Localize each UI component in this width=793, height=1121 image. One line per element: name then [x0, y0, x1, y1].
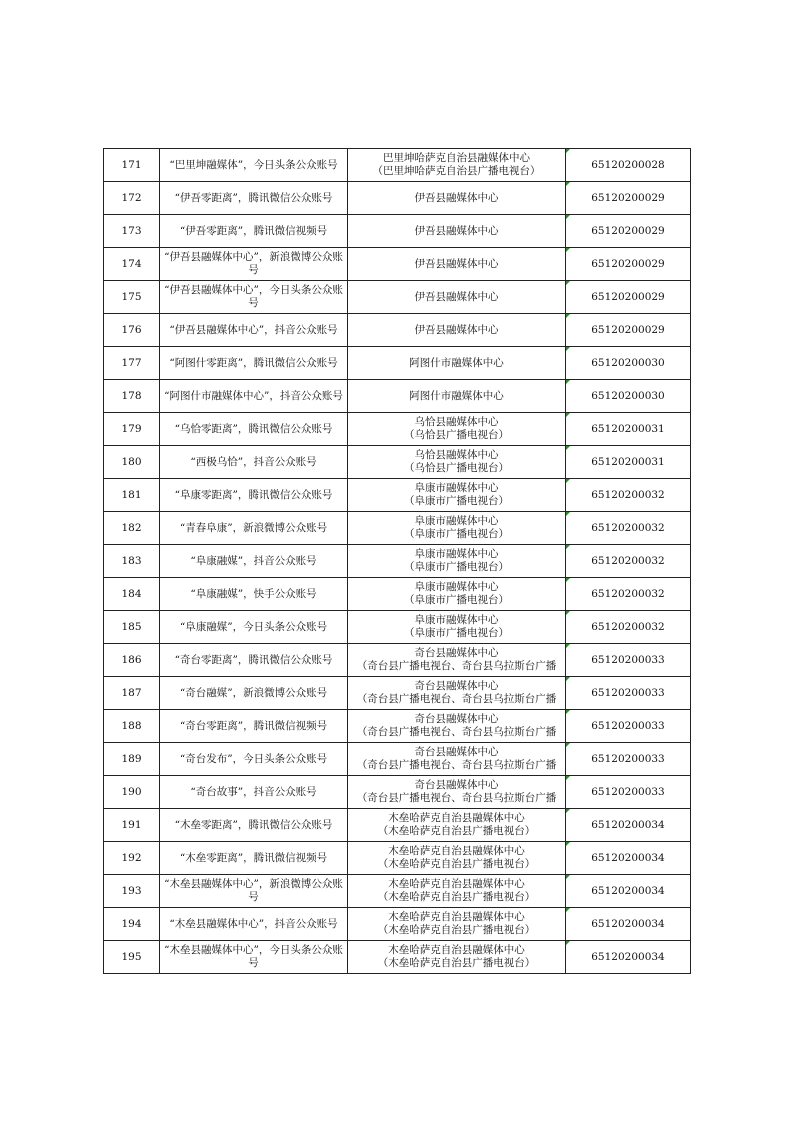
table-row [104, 182, 691, 215]
operating-organization [348, 281, 566, 314]
row-number: 186 [104, 644, 160, 677]
organization-name: 木垒哈萨克自治县融媒体中心 [388, 944, 525, 956]
account-name: “巴里坤融媒体”，今日头条公众账号 [160, 149, 348, 182]
operating-organization [348, 710, 566, 743]
operating-organization [348, 545, 566, 578]
row-number: 192 [104, 842, 160, 875]
table-row [104, 314, 691, 347]
account-name: “青春阜康”，新浪微博公众账号 [160, 512, 348, 545]
organization-name: 阜康市融媒体中心 [414, 581, 499, 593]
row-number: 176 [104, 314, 160, 347]
row-number: 172 [104, 182, 160, 215]
table-row [104, 908, 691, 941]
license-code: 65120200029 [566, 215, 691, 248]
organization-name: 奇台县融媒体中心 [414, 779, 499, 791]
organization-alias: （乌恰县广播电视台） [404, 429, 509, 441]
license-code: 65120200031 [566, 413, 691, 446]
organization-alias: （木垒哈萨克自治县广播电视台） [377, 957, 536, 969]
table-body [104, 149, 691, 974]
license-code: 65120200029 [566, 281, 691, 314]
row-number: 184 [104, 578, 160, 611]
row-number: 179 [104, 413, 160, 446]
table-row [104, 842, 691, 875]
row-number: 195 [104, 941, 160, 974]
table-row [104, 611, 691, 644]
organization-alias: （乌恰县广播电视台） [404, 462, 509, 474]
license-code: 65120200029 [566, 182, 691, 215]
table-row [104, 677, 691, 710]
account-name: “伊吾零距离”，腾讯微信公众账号 [160, 182, 348, 215]
account-name: “阜康零距离”，腾讯微信公众账号 [160, 479, 348, 512]
table-row [104, 875, 691, 908]
license-code: 65120200034 [566, 809, 691, 842]
organization-name: 阜康市融媒体中心 [414, 614, 499, 626]
organization-name: 奇台县融媒体中心 [414, 746, 499, 758]
organization-name: 奇台县融媒体中心 [414, 680, 499, 692]
organization-alias: （奇台县广播电视台、奇台县乌拉斯台广播 [356, 660, 557, 672]
table-row [104, 710, 691, 743]
account-name: “木垒零距离”，腾讯微信视频号 [160, 842, 348, 875]
row-number: 187 [104, 677, 160, 710]
row-number: 183 [104, 545, 160, 578]
row-number: 182 [104, 512, 160, 545]
account-name: “西极乌恰”，抖音公众账号 [160, 446, 348, 479]
row-number: 181 [104, 479, 160, 512]
operating-organization [348, 842, 566, 875]
organization-alias: （阜康市广播电视台） [404, 594, 509, 606]
table-row [104, 776, 691, 809]
organization-name: 阜康市融媒体中心 [414, 515, 499, 527]
organization-name: 伊吾县融媒体中心 [414, 257, 499, 270]
operating-organization [348, 875, 566, 908]
operating-organization [348, 149, 566, 182]
license-code: 65120200034 [566, 908, 691, 941]
table-row [104, 413, 691, 446]
organization-name: 木垒哈萨克自治县融媒体中心 [388, 812, 525, 824]
account-name: “阿图什零距离”，腾讯微信公众账号 [160, 347, 348, 380]
organization-name: 木垒哈萨克自治县融媒体中心 [388, 845, 525, 857]
table-row [104, 545, 691, 578]
operating-organization [348, 479, 566, 512]
account-name: “木垒县融媒体中心”，新浪微博公众账号 [160, 875, 348, 908]
table-row [104, 743, 691, 776]
account-name: “伊吾县融媒体中心”，新浪微博公众账号 [160, 248, 348, 281]
organization-name: 伊吾县融媒体中心 [414, 224, 499, 237]
license-code: 65120200034 [566, 941, 691, 974]
row-number: 191 [104, 809, 160, 842]
account-name: “奇台故事”，抖音公众账号 [160, 776, 348, 809]
operating-organization [348, 446, 566, 479]
organization-alias: （木垒哈萨克自治县广播电视台） [377, 924, 536, 936]
account-name: “木垒县融媒体中心”，今日头条公众账号 [160, 941, 348, 974]
row-number: 173 [104, 215, 160, 248]
operating-organization [348, 611, 566, 644]
row-number: 177 [104, 347, 160, 380]
table-row [104, 380, 691, 413]
license-code: 65120200028 [566, 149, 691, 182]
operating-organization [348, 809, 566, 842]
operating-organization [348, 941, 566, 974]
operating-organization [348, 908, 566, 941]
organization-alias: （阜康市广播电视台） [404, 627, 509, 639]
account-name: “奇台零距离”，腾讯微信视频号 [160, 710, 348, 743]
organization-alias: （巴里坤哈萨克自治县广播电视台） [372, 165, 541, 177]
account-name: “阜康融媒”，今日头条公众账号 [160, 611, 348, 644]
license-code: 65120200030 [566, 380, 691, 413]
registry-table [103, 148, 691, 974]
organization-name: 乌恰县融媒体中心 [414, 416, 499, 428]
organization-alias: （木垒哈萨克自治县广播电视台） [377, 891, 536, 903]
row-number: 189 [104, 743, 160, 776]
organization-alias: （奇台县广播电视台、奇台县乌拉斯台广播 [356, 792, 557, 804]
operating-organization [348, 512, 566, 545]
operating-organization [348, 182, 566, 215]
organization-name: 奇台县融媒体中心 [414, 647, 499, 659]
organization-alias: （木垒哈萨克自治县广播电视台） [377, 825, 536, 837]
table-row [104, 149, 691, 182]
row-number: 190 [104, 776, 160, 809]
organization-alias: （阜康市广播电视台） [404, 561, 509, 573]
organization-alias: （奇台县广播电视台、奇台县乌拉斯台广播 [356, 759, 557, 771]
row-number: 171 [104, 149, 160, 182]
organization-alias: （奇台县广播电视台、奇台县乌拉斯台广播 [356, 693, 557, 705]
license-code: 65120200034 [566, 875, 691, 908]
license-code: 65120200032 [566, 578, 691, 611]
table-row [104, 941, 691, 974]
license-code: 65120200029 [566, 248, 691, 281]
organization-name: 阿图什市融媒体中心 [409, 389, 504, 402]
license-code: 65120200034 [566, 842, 691, 875]
organization-name: 阜康市融媒体中心 [414, 548, 499, 560]
operating-organization [348, 644, 566, 677]
row-number: 185 [104, 611, 160, 644]
operating-organization [348, 677, 566, 710]
row-number: 178 [104, 380, 160, 413]
account-name: “阜康融媒”，快手公众账号 [160, 578, 348, 611]
account-name: “阿图什市融媒体中心”，抖音公众账号 [160, 380, 348, 413]
row-number: 194 [104, 908, 160, 941]
license-code: 65120200033 [566, 710, 691, 743]
organization-name: 伊吾县融媒体中心 [414, 191, 499, 204]
organization-name: 奇台县融媒体中心 [414, 713, 499, 725]
table-row [104, 479, 691, 512]
table-row [104, 512, 691, 545]
license-code: 65120200033 [566, 677, 691, 710]
organization-name: 木垒哈萨克自治县融媒体中心 [388, 878, 525, 890]
license-code: 65120200032 [566, 512, 691, 545]
table-row [104, 809, 691, 842]
table-row [104, 446, 691, 479]
account-name: “阜康融媒”，抖音公众账号 [160, 545, 348, 578]
license-code: 65120200033 [566, 743, 691, 776]
license-code: 65120200033 [566, 776, 691, 809]
license-code: 65120200029 [566, 314, 691, 347]
table-row [104, 347, 691, 380]
row-number: 188 [104, 710, 160, 743]
license-code: 65120200031 [566, 446, 691, 479]
license-code: 65120200032 [566, 611, 691, 644]
table-row [104, 248, 691, 281]
organization-alias: （阜康市广播电视台） [404, 528, 509, 540]
organization-name: 阜康市融媒体中心 [414, 482, 499, 494]
organization-alias: （木垒哈萨克自治县广播电视台） [377, 858, 536, 870]
operating-organization [348, 743, 566, 776]
operating-organization [348, 347, 566, 380]
operating-organization [348, 413, 566, 446]
operating-organization [348, 248, 566, 281]
table-row [104, 644, 691, 677]
operating-organization [348, 380, 566, 413]
account-name: “伊吾零距离”，腾讯微信视频号 [160, 215, 348, 248]
table-row [104, 578, 691, 611]
organization-name: 伊吾县融媒体中心 [414, 290, 499, 303]
organization-alias: （奇台县广播电视台、奇台县乌拉斯台广播 [356, 726, 557, 738]
license-code: 65120200032 [566, 545, 691, 578]
organization-name: 阿图什市融媒体中心 [409, 356, 504, 369]
organization-name: 乌恰县融媒体中心 [414, 449, 499, 461]
organization-name: 巴里坤哈萨克自治县融媒体中心 [383, 152, 530, 164]
row-number: 193 [104, 875, 160, 908]
license-code: 65120200033 [566, 644, 691, 677]
operating-organization [348, 776, 566, 809]
operating-organization [348, 314, 566, 347]
organization-name: 伊吾县融媒体中心 [414, 323, 499, 336]
account-name: “奇台融媒”，新浪微博公众账号 [160, 677, 348, 710]
table-row [104, 215, 691, 248]
operating-organization [348, 578, 566, 611]
row-number: 180 [104, 446, 160, 479]
table-row [104, 281, 691, 314]
operating-organization [348, 215, 566, 248]
organization-alias: （阜康市广播电视台） [404, 495, 509, 507]
account-name: “乌恰零距离”，腾讯微信公众账号 [160, 413, 348, 446]
license-code: 65120200032 [566, 479, 691, 512]
account-name: “奇台零距离”，腾讯微信公众账号 [160, 644, 348, 677]
account-name: “奇台发布”，今日头条公众账号 [160, 743, 348, 776]
row-number: 174 [104, 248, 160, 281]
account-name: “伊吾县融媒体中心”，今日头条公众账号 [160, 281, 348, 314]
account-name: “木垒县融媒体中心”，抖音公众账号 [160, 908, 348, 941]
account-name: “木垒零距离”，腾讯微信公众账号 [160, 809, 348, 842]
row-number: 175 [104, 281, 160, 314]
license-code: 65120200030 [566, 347, 691, 380]
organization-name: 木垒哈萨克自治县融媒体中心 [388, 911, 525, 923]
account-name: “伊吾县融媒体中心”，抖音公众账号 [160, 314, 348, 347]
